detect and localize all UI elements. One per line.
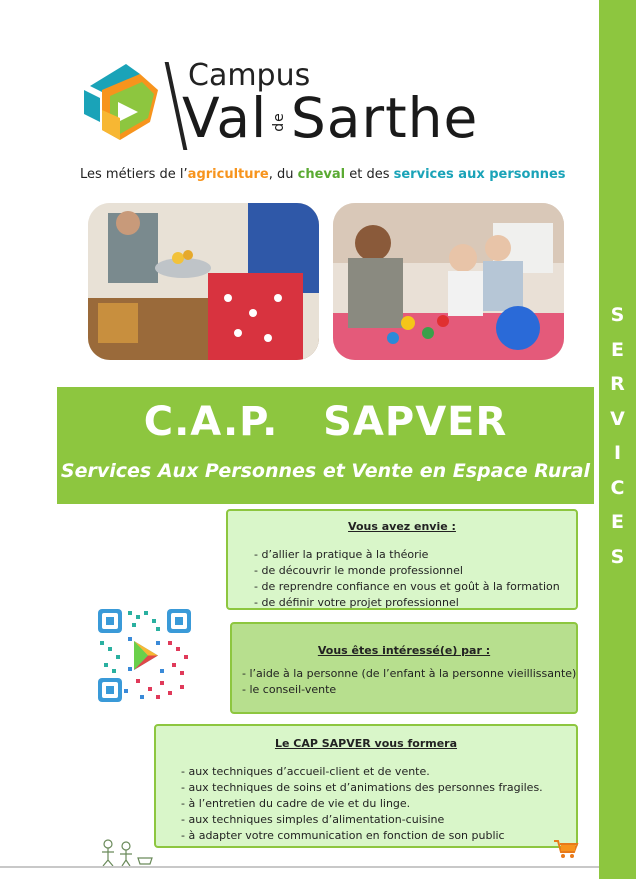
list-item: - à adapter votre communication en fonction de son public: [181, 829, 505, 842]
list-item: - à l’entretien du cadre de vie et du linge.: [181, 797, 411, 810]
envie-box: [226, 509, 578, 610]
list-item: - de découvrir le monde professionnel: [254, 564, 463, 577]
tagline-agriculture: agriculture: [187, 167, 269, 182]
market-vendor-photo: [88, 203, 319, 360]
services-sidebar: [599, 0, 636, 879]
logo-de-text: de: [271, 112, 288, 132]
page-bottom-divider: [0, 866, 599, 868]
farmers-icon: [96, 838, 156, 866]
envie-list: [228, 533, 576, 611]
logo-campus-text: Campus: [188, 58, 311, 93]
list-item: - aux techniques simples d’alimentation-cuisine: [181, 813, 445, 826]
list-item: - aux techniques d’accueil-client et de vente.: [181, 765, 430, 778]
cap-subtitle: Services Aux Personnes et Vente en Espace Rural: [60, 460, 591, 482]
sidebar-letter: I: [613, 442, 622, 464]
logo-sarthe-text: Sarthe: [290, 86, 479, 150]
logo-val-de-sarthe: [182, 86, 478, 150]
interesse-list: [232, 657, 576, 698]
sidebar-letter: S: [610, 545, 625, 568]
sidebar-letter: V: [610, 407, 625, 430]
logo-val-text: Val: [182, 86, 268, 150]
list-item: - aux techniques de soins et d’animations des personnes fragiles.: [181, 781, 543, 794]
tagline-mid1: , du: [268, 167, 298, 182]
interesse-box: [230, 622, 578, 714]
tagline-prefix: Les métiers de l’: [80, 167, 188, 182]
tagline-cheval: cheval: [297, 167, 346, 182]
sidebar-letter: E: [611, 338, 624, 361]
sidebar-letters: [599, 298, 636, 574]
formera-box: [154, 724, 578, 848]
envie-title: Vous avez envie :: [348, 520, 456, 533]
tagline-mid2: et des: [345, 167, 394, 182]
formera-list: [156, 750, 576, 844]
campus-logo-icon: [80, 60, 162, 146]
list-item: - le conseil-vente: [242, 683, 337, 696]
cap-banner: [57, 387, 594, 504]
formera-title: Le CAP SAPVER vous formera: [274, 737, 458, 750]
sidebar-letter: R: [610, 373, 625, 395]
list-item: - de reprendre confiance en vous et goût à la formation: [254, 580, 560, 593]
qr-code-icon[interactable]: [96, 607, 193, 704]
list-item: - l’aide à la personne (de l’enfant à la personne vieillissante): [242, 667, 577, 680]
cap-title: C.A.P. SAPVER: [143, 399, 508, 445]
interesse-title: Vous êtes intéressé(e) par :: [317, 644, 491, 657]
sidebar-letter: S: [610, 304, 625, 326]
list-item: - de définir votre projet professionnel: [254, 596, 459, 609]
childcare-photo: [333, 203, 564, 360]
tagline-services: services aux personnes: [393, 167, 566, 182]
tagline: [80, 167, 566, 182]
sidebar-letter: C: [610, 476, 625, 499]
shopping-cart-icon: [553, 838, 579, 860]
list-item: - d’allier la pratique à la théorie: [254, 548, 429, 561]
sidebar-letter: E: [611, 511, 624, 533]
